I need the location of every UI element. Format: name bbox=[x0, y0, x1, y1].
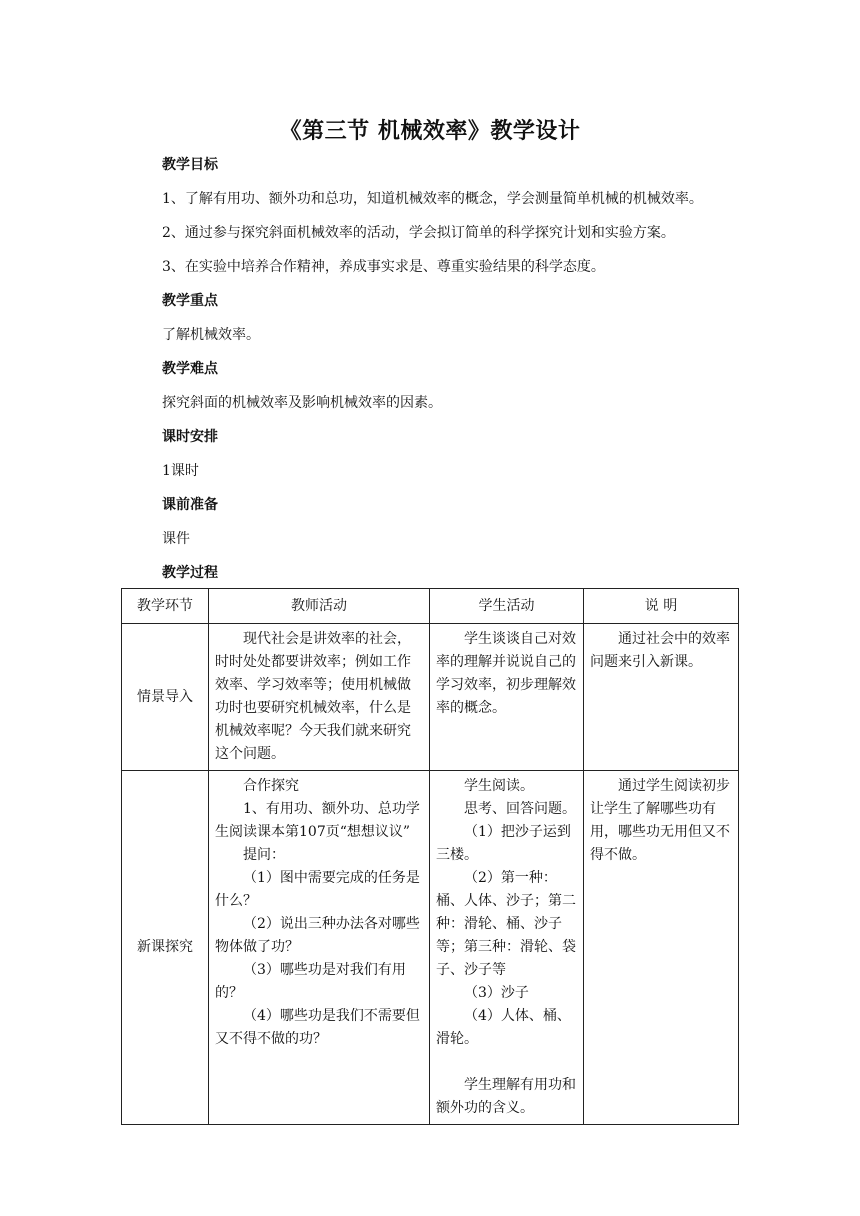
teacher-cell bbox=[209, 771, 430, 1125]
student-line: （3）沙子 bbox=[464, 985, 529, 1001]
teacher-line: 1、有用功、额外功、总功学生阅读课本第107页“想想议议” bbox=[215, 801, 420, 840]
teacher-line: （3）哪些功是对我们有用的？ bbox=[215, 962, 406, 1001]
document-title: 《第三节 机械效率》教学设计 bbox=[279, 119, 581, 144]
stage-cell: 情景导入 bbox=[122, 624, 209, 771]
column-header-student: 学生活动 bbox=[430, 589, 584, 624]
teacher-line: 合作探究 bbox=[243, 778, 299, 794]
student-cell bbox=[430, 771, 584, 1125]
schedule-section bbox=[162, 420, 762, 488]
teacher-line: 提问： bbox=[243, 847, 285, 863]
table-header-row bbox=[122, 589, 739, 624]
objectives-heading: 教学目标 bbox=[162, 157, 218, 173]
column-header-stage: 教学环节 bbox=[122, 589, 209, 624]
preparation-heading: 课前准备 bbox=[162, 497, 218, 513]
stage-cell: 新课探究 bbox=[122, 771, 209, 1125]
column-header-teacher: 教师活动 bbox=[209, 589, 430, 624]
teacher-cell bbox=[209, 624, 430, 771]
key-point-heading: 教学重点 bbox=[162, 293, 218, 309]
student-line: 学生阅读。 bbox=[464, 778, 534, 794]
preparation-section bbox=[162, 488, 762, 556]
schedule-heading: 课时安排 bbox=[162, 429, 218, 445]
note-cell bbox=[584, 624, 739, 771]
teacher-line: （4）哪些功是我们不需要但又不得不做的功？ bbox=[215, 1008, 420, 1047]
preparation-text: 课件 bbox=[162, 531, 190, 547]
student-cell bbox=[430, 624, 584, 771]
objectives-section bbox=[162, 148, 762, 284]
difficulty-text: 探究斜面的机械效率及影响机械效率的因素。 bbox=[162, 395, 442, 411]
teacher-line: 现代社会是讲效率的社会，时时处处都要讲效率；例如工作效率、学习效率等；使用机械做功时也要研究机械效率，什么是机械效率呢？今天我们就来研究这个问题。 bbox=[215, 631, 411, 762]
table-row bbox=[122, 771, 739, 1125]
objective-item-3: 3、在实验中培养合作精神，养成事实求是、尊重实验结果的科学态度。 bbox=[162, 259, 605, 275]
student-line: （4）人体、桶、滑轮。 bbox=[436, 1008, 571, 1047]
student-line: （1）把沙子运到三楼。 bbox=[436, 824, 571, 863]
objective-item-1: 1、了解有用功、额外功和总功，知道机械效率的概念，学会测量简单机械的机械效率。 bbox=[162, 191, 703, 207]
student-line: 思考、回答问题。 bbox=[464, 801, 576, 817]
blank-line bbox=[436, 1051, 577, 1074]
process-section bbox=[162, 556, 762, 590]
difficulty-section bbox=[162, 352, 762, 420]
objective-item-2: 2、通过参与探究斜面机械效率的活动，学会拟订简单的科学探究计划和实验方案。 bbox=[162, 225, 675, 241]
table-row bbox=[122, 624, 739, 771]
key-point-section bbox=[162, 284, 762, 352]
process-heading: 教学过程 bbox=[162, 565, 218, 581]
schedule-text: 1课时 bbox=[162, 463, 199, 479]
key-point-text: 了解机械效率。 bbox=[162, 327, 260, 343]
note-line: 通过社会中的效率问题来引入新课。 bbox=[590, 631, 730, 670]
teacher-line: （2）说出三种办法各对哪些物体做了功？ bbox=[215, 916, 420, 955]
student-line: （2）第一种：桶、人体、沙子；第二种：滑轮、桶、沙子等；第三种：滑轮、袋子、沙子等 bbox=[436, 870, 576, 978]
note-cell bbox=[584, 771, 739, 1125]
student-line: 学生理解有用功和额外功的含义。 bbox=[436, 1077, 576, 1116]
process-table bbox=[121, 588, 739, 1125]
teacher-line: （1）图中需要完成的任务是什么？ bbox=[215, 870, 420, 909]
note-line: 通过学生阅读初步让学生了解哪些功有用，哪些功无用但又不得不做。 bbox=[590, 778, 730, 863]
difficulty-heading: 教学难点 bbox=[162, 361, 218, 377]
student-line: 学生谈谈自己对效率的理解并说说自己的学习效率，初步理解效率的概念。 bbox=[436, 631, 576, 716]
column-header-note: 说 明 bbox=[584, 589, 739, 624]
